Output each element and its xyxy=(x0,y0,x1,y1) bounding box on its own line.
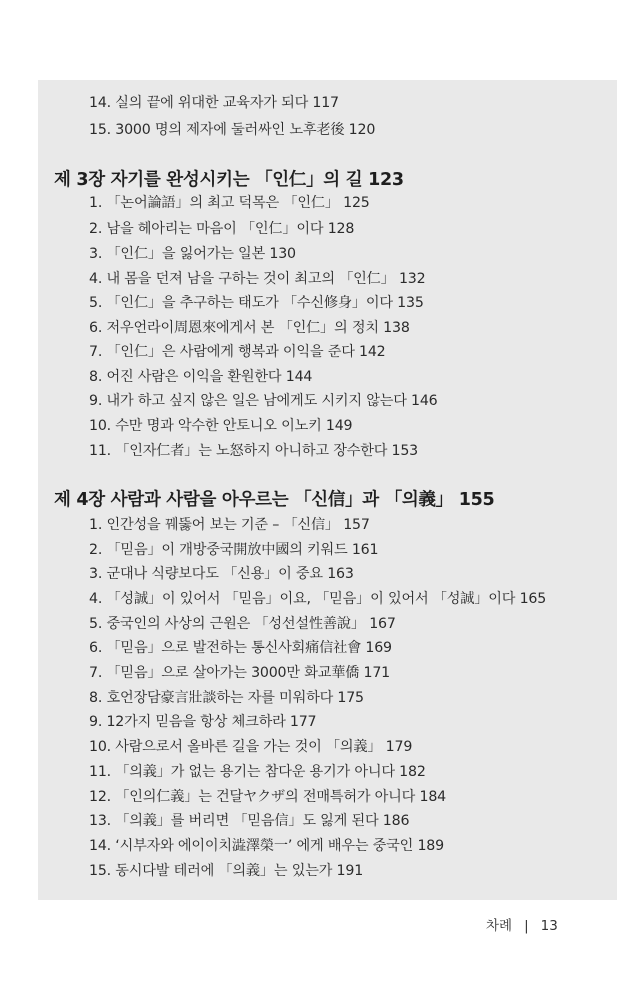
toc-entry: 2. 남을 헤아리는 마음이 「인仁」이다 128 xyxy=(89,221,355,237)
toc-entry: 5. 중국인의 사상의 근원은 「성선설性善說」 167 xyxy=(89,616,396,632)
toc-entry: 5. 「인仁」을 추구하는 태도가 「수신修身」이다 135 xyxy=(89,295,424,311)
chapter-3-heading: 제 3장 자기를 완성시키는 「인仁」의 길 123 xyxy=(54,170,404,190)
page-footer xyxy=(486,920,558,934)
toc-entry: 6. 「믿음」으로 발전하는 통신사회痛信社會 169 xyxy=(89,640,392,656)
toc-entry: 2. 「믿음」이 개방중국開放中國의 키워드 161 xyxy=(89,542,379,558)
chapter-4-heading: 제 4장 사람과 사람을 아우르는 「신信」과 「의義」 155 xyxy=(54,490,495,510)
page-number: 13 xyxy=(540,918,558,934)
toc-entry: 4. 내 몸을 던져 남을 구하는 것이 최고의 「인仁」 132 xyxy=(89,271,426,287)
toc-entry: 1. 인간성을 꿰뚫어 보는 기준 – 「신信」 157 xyxy=(89,517,370,533)
toc-entry: 11. 「의義」가 없는 용기는 참다운 용기가 아니다 182 xyxy=(89,764,426,780)
toc-entry: 6. 저우언라이周恩來에게서 본 「인仁」의 정치 138 xyxy=(89,320,410,336)
footer-section-label: 차례 xyxy=(486,918,513,934)
toc-entry: 7. 「인仁」은 사람에게 행복과 이익을 준다 142 xyxy=(89,344,386,360)
toc-entry: 15. 3000 명의 제자에 둘러싸인 노후老後 120 xyxy=(89,122,376,138)
toc-entry: 10. 수만 명과 악수한 안토니오 이노키 149 xyxy=(89,418,353,434)
toc-entry: 4. 「성誠」이 있어서 「믿음」이요, 「믿음」이 있어서 「성誠」이다 165 xyxy=(89,591,547,607)
toc-entry: 12. 「인의仁義」는 건달ヤクザ의 전매특허가 아니다 184 xyxy=(89,789,446,805)
toc-entry: 14. 실의 끝에 위대한 교육자가 되다 117 xyxy=(89,95,339,111)
toc-entry: 13. 「의義」를 버리면 「믿음信」도 잃게 된다 186 xyxy=(89,813,410,829)
toc-entry: 15. 동시다발 테러에 「의義」는 있는가 191 xyxy=(89,863,364,879)
toc-entry: 3. 「인仁」을 잃어가는 일본 130 xyxy=(89,246,296,262)
toc-entry: 9. 내가 하고 싶지 않은 일은 남에게도 시키지 않는다 146 xyxy=(89,393,438,409)
toc-entry: 1. 「논어論語」의 최고 덕목은 「인仁」 125 xyxy=(89,195,370,211)
toc-entry: 9. 12가지 믿음을 항상 체크하라 177 xyxy=(89,714,317,730)
footer-separator: | xyxy=(524,918,529,934)
toc-entry: 3. 군대나 식량보다도 「신용」이 중요 163 xyxy=(89,566,354,582)
toc-entry: 7. 「믿음」으로 살아가는 3000만 화교華僑 171 xyxy=(89,665,390,681)
toc-entry: 10. 사람으로서 올바른 길을 가는 것이 「의義」 179 xyxy=(89,739,413,755)
toc-entry: 8. 어진 사람은 이익을 환원한다 144 xyxy=(89,369,313,385)
toc-entry: 11. 「인자仁者」는 노怒하지 아니하고 장수한다 153 xyxy=(89,443,419,459)
toc-entry: 8. 호언장담豪言壯談하는 자를 미워하다 175 xyxy=(89,690,364,706)
toc-entry: 14. ‘시부자와 에이이치澁澤榮一’ 에게 배우는 중국인 189 xyxy=(89,838,444,854)
